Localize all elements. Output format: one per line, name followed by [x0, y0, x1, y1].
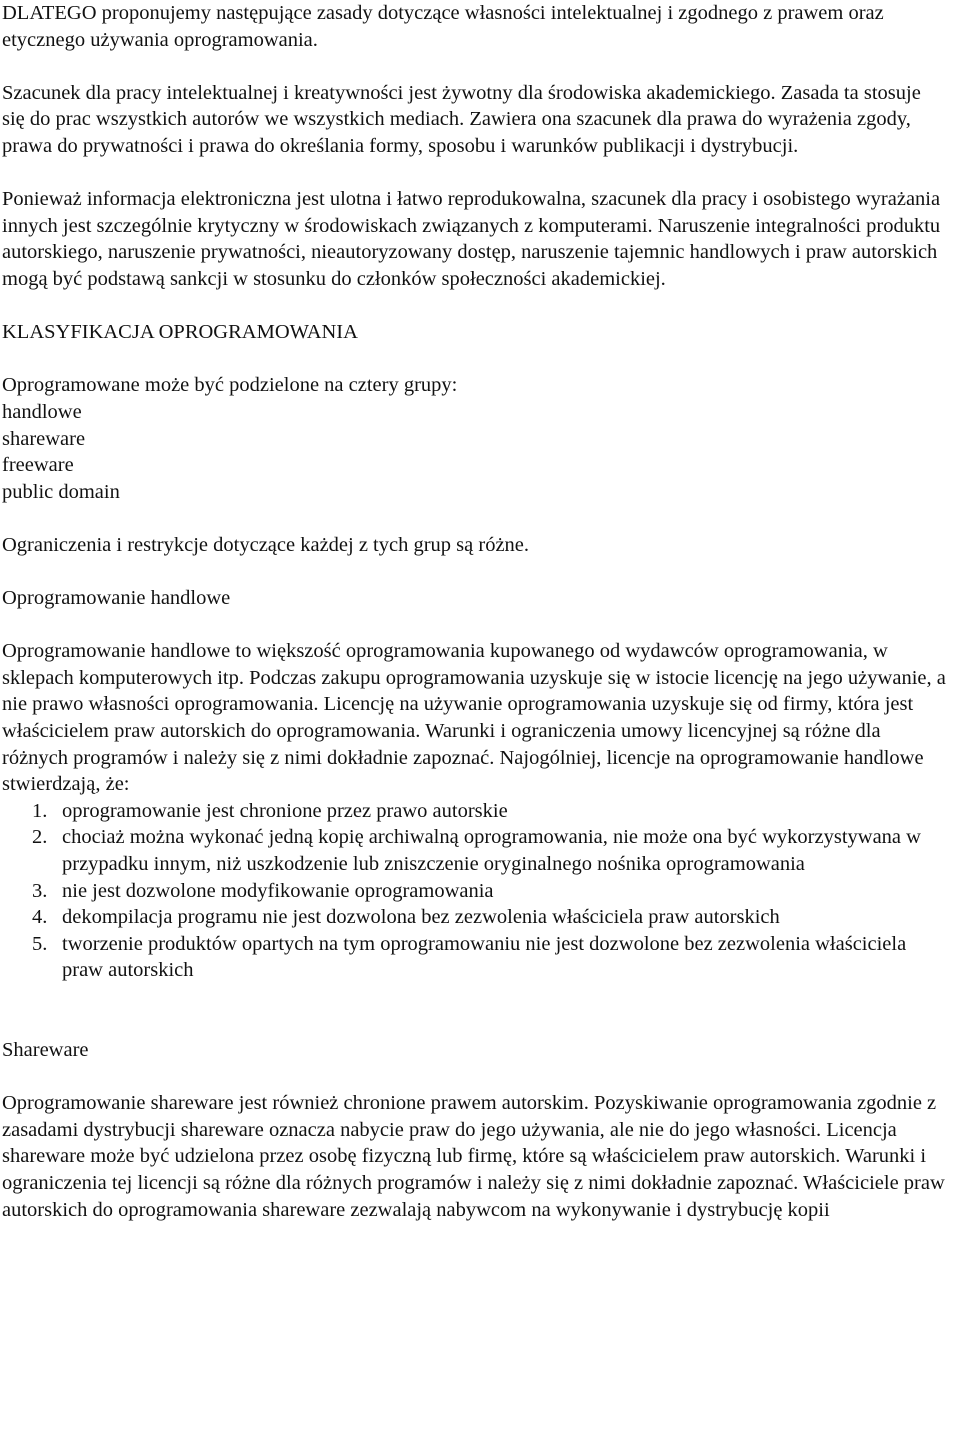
- group-item-handlowe: handlowe: [2, 400, 82, 423]
- group-item-public-domain: public domain: [2, 480, 120, 503]
- shareware-heading: Shareware: [2, 1038, 89, 1061]
- rule-number: 2.: [32, 826, 48, 849]
- shareware-body: Oprogramowanie shareware jest również chronione prawem autorskim. Pozyskiwanie oprogramowania zgodnie z zasadami dystrybucji shareware oznacza nabycie praw do jego używania, ale nie do jego własności. Licencja shareware może być udzielona przez osobę fizyczną lub firmę, które są właścicielem praw autorskich. Warunki i ograniczenia tej licencji są różne dla różnych programów i należy się z nimi dokładnie zapoznać. Właściciele praw autorskich do oprogramowania shareware zezwalają nabywcom na wykonywanie i dystrybucję kopii: [2, 1092, 945, 1221]
- license-rule: [2, 904, 946, 931]
- software-groups-list: [2, 399, 946, 505]
- rule-text: oprogramowanie jest chronione przez prawo autorskie: [62, 799, 508, 822]
- rule-text: chociaż można wykonać jedną kopię archiwalną oprogramowania, nie może ona być wykorzystywana w przypadku innym, niż uszkodzenie lub zniszczenie oryginalnego nośnika oprogramowania: [62, 826, 921, 875]
- classification-lead: Oprogramowane może być podzielone na cztery grupy:: [2, 374, 458, 397]
- license-rule: [2, 931, 946, 984]
- rule-number: 4.: [32, 906, 48, 929]
- intro-paragraph-3: Ponieważ informacja elektroniczna jest ulotna i łatwo reprodukowalna, szacunek dla pracy i osobistego wyrażania innych jest szczególnie krytyczny w środowiskach związanych z komputerami. Naruszenie integralności produktu autorskiego, naruszenie prywatności, nieautoryzowany dostęp, naruszenie tajemnic handlowych i praw autorskich mogą być podstawą sankcji w stosunku do członków społeczności akademickiej.: [2, 188, 941, 290]
- rule-number: 5.: [32, 932, 48, 955]
- intro-paragraph-2: Szacunek dla pracy intelektualnej i kreatywności jest żywotny dla środowiska akademickiego. Zasada ta stosuje się do prac wszystkich autorów we wszystkich mediach. Zawiera ona szacunek dla prawa do wyrażenia zgody, prawa do prywatności i prawa do określania formy, sposobu i warunków publikacji i dystrybucji.: [2, 81, 921, 157]
- license-rule: [2, 798, 946, 825]
- commercial-heading: Oprogramowanie handlowe: [2, 587, 231, 610]
- commercial-body: Oprogramowanie handlowe to większość oprogramowania kupowanego od wydawców oprogramowania, w sklepach komputerowych itp. Podczas zakupu oprogramowania uzyskuje się w istocie licencję na jego używanie, a nie prawo własności oprogramowania. Licencję na używanie oprogramowania uzyskuje się od firmy, która jest właścicielem praw autorskich do oprogramowania. Warunki i ograniczenia umowy licencyjnej są różne dla różnych programów i należy się z nimi dokładnie zapoznać. Najogólniej, licencje na oprogramowanie handlowe stwierdzają, że:: [2, 640, 946, 796]
- rule-text: nie jest dozwolone modyfikowanie oprogramowania: [62, 879, 494, 902]
- rule-text: dekompilacja programu nie jest dozwolona bez zezwolenia właściciela praw autorskich: [62, 906, 780, 929]
- intro-paragraph-1: DLATEGO proponujemy następujące zasady dotyczące własności intelektualnej i zgodnego z prawem oraz etycznego używania oprogramowania.: [2, 2, 884, 51]
- license-rule: [2, 878, 946, 905]
- license-rule: [2, 824, 946, 877]
- license-rules-list: [2, 798, 946, 984]
- rule-text: tworzenie produktów opartych na tym oprogramowaniu nie jest dozwolone bez zezwolenia właściciela praw autorskich: [62, 932, 907, 982]
- classification-heading: KLASYFIKACJA OPROGRAMOWANIA: [2, 321, 358, 344]
- classification-note: Ograniczenia i restrykcje dotyczące każdej z tych grup są różne.: [2, 533, 530, 556]
- rule-number: 3.: [32, 879, 48, 902]
- group-item-freeware: freeware: [2, 454, 74, 477]
- rule-number: 1.: [32, 799, 48, 822]
- group-item-shareware: shareware: [2, 427, 86, 450]
